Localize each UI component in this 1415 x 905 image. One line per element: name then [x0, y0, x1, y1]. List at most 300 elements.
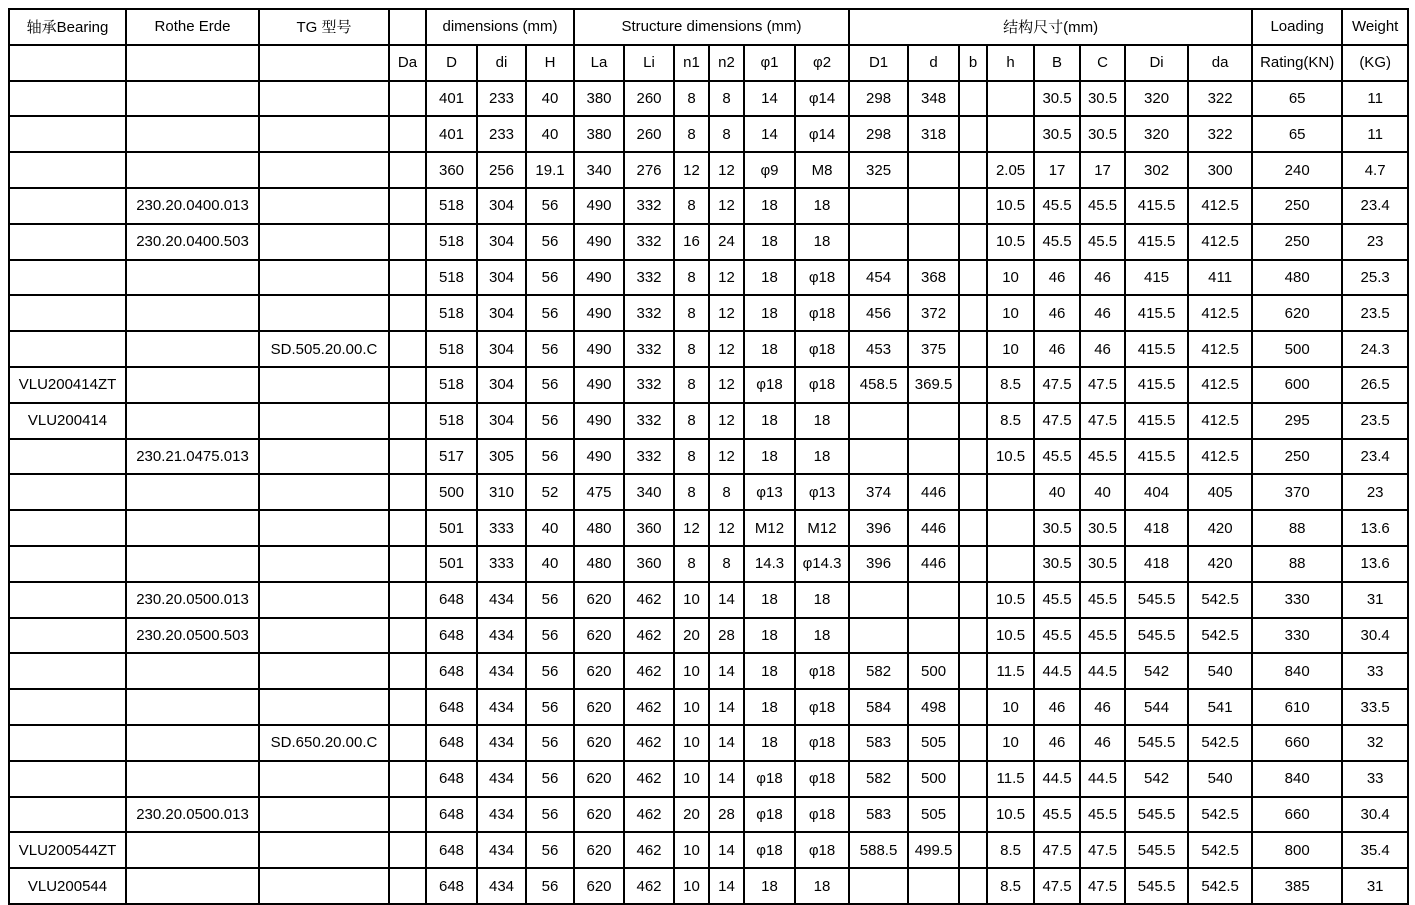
- table-row: [9, 439, 1408, 475]
- table-cell: 10: [987, 331, 1034, 367]
- table-cell: 412.5: [1188, 403, 1252, 439]
- table-cell: 610: [1252, 689, 1342, 725]
- table-cell: [389, 653, 426, 689]
- table-cell: 56: [526, 367, 574, 403]
- table-cell: 480: [574, 510, 624, 546]
- table-cell: 46: [1034, 260, 1080, 296]
- table-cell: [126, 474, 259, 510]
- table-cell: 88: [1252, 510, 1342, 546]
- table-cell: 434: [477, 653, 526, 689]
- table-cell: 544: [1125, 689, 1188, 725]
- table-cell: 490: [574, 188, 624, 224]
- table-cell: φ18: [744, 367, 795, 403]
- table-cell: [9, 761, 126, 797]
- table-cell: [9, 653, 126, 689]
- table-cell: 10: [987, 725, 1034, 761]
- table-cell: [959, 439, 987, 475]
- table-cell: 12: [709, 295, 744, 331]
- table-cell: [9, 188, 126, 224]
- table-cell: 545.5: [1125, 832, 1188, 868]
- table-cell: 518: [426, 295, 477, 331]
- table-cell: 8: [709, 116, 744, 152]
- table-cell: 462: [624, 761, 674, 797]
- table-cell: [908, 403, 959, 439]
- table-cell: [259, 152, 389, 188]
- table-cell: 620: [574, 832, 624, 868]
- header-column-cell: n2: [709, 45, 744, 81]
- table-cell: 30.5: [1034, 81, 1080, 117]
- table-cell: 230.20.0400.503: [126, 224, 259, 260]
- table-cell: VLU200544ZT: [9, 832, 126, 868]
- table-cell: 47.5: [1034, 832, 1080, 868]
- table-cell: 23.5: [1342, 403, 1408, 439]
- table-cell: [959, 116, 987, 152]
- table-cell: 333: [477, 546, 526, 582]
- table-cell: 8: [674, 546, 709, 582]
- table-cell: M8: [795, 152, 849, 188]
- table-cell: 454: [849, 260, 908, 296]
- table-cell: [389, 725, 426, 761]
- table-cell: 500: [908, 653, 959, 689]
- table-cell: [959, 474, 987, 510]
- header-column-cell: Rating(KN): [1252, 45, 1342, 81]
- header-column-cell: [9, 45, 126, 81]
- table-cell: 18: [744, 295, 795, 331]
- table-cell: 412.5: [1188, 367, 1252, 403]
- table-cell: 434: [477, 868, 526, 904]
- table-cell: 542.5: [1188, 618, 1252, 654]
- header-column-cell: C: [1080, 45, 1125, 81]
- table-cell: [959, 653, 987, 689]
- table-cell: 499.5: [908, 832, 959, 868]
- table-cell: [126, 653, 259, 689]
- table-cell: [9, 546, 126, 582]
- table-cell: 14: [744, 81, 795, 117]
- table-cell: 10.5: [987, 582, 1034, 618]
- table-cell: 18: [795, 188, 849, 224]
- table-cell: [959, 832, 987, 868]
- table-cell: [389, 797, 426, 833]
- table-cell: 12: [709, 367, 744, 403]
- table-cell: 446: [908, 546, 959, 582]
- table-cell: 332: [624, 188, 674, 224]
- table-cell: [259, 474, 389, 510]
- table-cell: 360: [624, 510, 674, 546]
- table-cell: φ18: [795, 331, 849, 367]
- table-cell: [9, 689, 126, 725]
- table-cell: 648: [426, 582, 477, 618]
- table-cell: 25.3: [1342, 260, 1408, 296]
- table-cell: [389, 295, 426, 331]
- table-cell: φ13: [744, 474, 795, 510]
- table-cell: 2.05: [987, 152, 1034, 188]
- table-cell: [126, 510, 259, 546]
- table-cell: [126, 116, 259, 152]
- table-cell: 401: [426, 116, 477, 152]
- table-cell: 45.5: [1034, 224, 1080, 260]
- table-cell: 56: [526, 582, 574, 618]
- table-cell: [849, 403, 908, 439]
- table-cell: 12: [674, 510, 709, 546]
- table-cell: 30.4: [1342, 618, 1408, 654]
- table-row: [9, 510, 1408, 546]
- table-cell: [908, 188, 959, 224]
- table-cell: 542: [1125, 761, 1188, 797]
- table-cell: [389, 439, 426, 475]
- table-cell: 302: [1125, 152, 1188, 188]
- table-cell: [389, 260, 426, 296]
- table-cell: [126, 81, 259, 117]
- table-cell: [9, 474, 126, 510]
- table-cell: 648: [426, 689, 477, 725]
- table-cell: 462: [624, 582, 674, 618]
- table-row: [9, 618, 1408, 654]
- table-cell: 583: [849, 725, 908, 761]
- table-cell: VLU200414ZT: [9, 367, 126, 403]
- table-cell: 620: [574, 618, 624, 654]
- table-cell: [9, 81, 126, 117]
- table-cell: 325: [849, 152, 908, 188]
- table-cell: [9, 510, 126, 546]
- table-cell: 490: [574, 403, 624, 439]
- table-cell: [959, 260, 987, 296]
- table-cell: 35.4: [1342, 832, 1408, 868]
- table-cell: 8: [709, 474, 744, 510]
- table-cell: 660: [1252, 725, 1342, 761]
- table-cell: 320: [1125, 116, 1188, 152]
- table-cell: 11.5: [987, 653, 1034, 689]
- table-cell: [259, 832, 389, 868]
- table-cell: 545.5: [1125, 582, 1188, 618]
- table-cell: [259, 116, 389, 152]
- table-cell: 10.5: [987, 439, 1034, 475]
- table-cell: 458.5: [849, 367, 908, 403]
- header-column-cell: [259, 45, 389, 81]
- table-cell: 46: [1080, 260, 1125, 296]
- table-cell: [389, 116, 426, 152]
- table-cell: 542.5: [1188, 868, 1252, 904]
- table-cell: 56: [526, 868, 574, 904]
- table-cell: 12: [674, 152, 709, 188]
- table-cell: 28: [709, 797, 744, 833]
- table-cell: [389, 689, 426, 725]
- table-cell: [959, 582, 987, 618]
- table-cell: 490: [574, 295, 624, 331]
- table-cell: 31: [1342, 868, 1408, 904]
- table-cell: 46: [1080, 689, 1125, 725]
- table-cell: 456: [849, 295, 908, 331]
- table-cell: 434: [477, 689, 526, 725]
- table-cell: 11: [1342, 81, 1408, 117]
- table-cell: φ14.3: [795, 546, 849, 582]
- table-cell: 588.5: [849, 832, 908, 868]
- table-cell: 45.5: [1080, 797, 1125, 833]
- table-cell: 10: [674, 868, 709, 904]
- table-cell: 18: [744, 689, 795, 725]
- table-cell: 12: [709, 403, 744, 439]
- table-cell: φ18: [795, 761, 849, 797]
- table-cell: 45.5: [1080, 224, 1125, 260]
- table-cell: 415.5: [1125, 295, 1188, 331]
- table-row: [9, 689, 1408, 725]
- table-cell: 10: [674, 761, 709, 797]
- table-cell: 47.5: [1080, 832, 1125, 868]
- table-cell: 542: [1125, 653, 1188, 689]
- table-row: [9, 295, 1408, 331]
- table-cell: 500: [426, 474, 477, 510]
- table-cell: 541: [1188, 689, 1252, 725]
- table-cell: 11: [1342, 116, 1408, 152]
- table-cell: 620: [1252, 295, 1342, 331]
- table-cell: 10: [674, 725, 709, 761]
- table-cell: 415.5: [1125, 403, 1188, 439]
- table-cell: 396: [849, 546, 908, 582]
- table-row: [9, 474, 1408, 510]
- table-cell: 453: [849, 331, 908, 367]
- table-cell: 412.5: [1188, 224, 1252, 260]
- table-cell: 518: [426, 260, 477, 296]
- table-cell: [908, 868, 959, 904]
- table-cell: 648: [426, 868, 477, 904]
- table-cell: [259, 618, 389, 654]
- table-cell: 12: [709, 510, 744, 546]
- table-cell: 18: [744, 439, 795, 475]
- header-column-cell: da: [1188, 45, 1252, 81]
- table-cell: 30.5: [1080, 510, 1125, 546]
- table-cell: 47.5: [1080, 367, 1125, 403]
- table-cell: [389, 510, 426, 546]
- table-cell: 8: [709, 81, 744, 117]
- table-cell: [908, 224, 959, 260]
- table-cell: 8: [674, 474, 709, 510]
- table-cell: 56: [526, 653, 574, 689]
- table-cell: 305: [477, 439, 526, 475]
- table-cell: 23: [1342, 474, 1408, 510]
- table-cell: 304: [477, 260, 526, 296]
- table-cell: 648: [426, 832, 477, 868]
- table-cell: 340: [624, 474, 674, 510]
- table-cell: [959, 689, 987, 725]
- table-cell: 412.5: [1188, 295, 1252, 331]
- table-cell: 17: [1080, 152, 1125, 188]
- table-cell: 322: [1188, 81, 1252, 117]
- table-cell: 30.5: [1034, 116, 1080, 152]
- table-cell: 56: [526, 403, 574, 439]
- table-cell: 405: [1188, 474, 1252, 510]
- table-cell: 380: [574, 116, 624, 152]
- table-cell: 240: [1252, 152, 1342, 188]
- table-cell: 14.3: [744, 546, 795, 582]
- table-cell: 18: [744, 331, 795, 367]
- table-cell: 480: [1252, 260, 1342, 296]
- table-cell: 480: [574, 546, 624, 582]
- table-cell: VLU200414: [9, 403, 126, 439]
- header-column-cell: D: [426, 45, 477, 81]
- table-cell: 65: [1252, 116, 1342, 152]
- table-cell: 434: [477, 582, 526, 618]
- table-cell: 396: [849, 510, 908, 546]
- table-cell: [959, 868, 987, 904]
- table-cell: 369.5: [908, 367, 959, 403]
- table-cell: [959, 761, 987, 797]
- table-cell: [259, 188, 389, 224]
- table-cell: 648: [426, 618, 477, 654]
- table-cell: 33: [1342, 653, 1408, 689]
- header-group-cell: TG 型号: [259, 9, 389, 45]
- table-cell: 620: [574, 868, 624, 904]
- table-cell: [959, 224, 987, 260]
- table-cell: 298: [849, 81, 908, 117]
- table-cell: 12: [709, 260, 744, 296]
- table-cell: 46: [1080, 725, 1125, 761]
- table-cell: 462: [624, 832, 674, 868]
- table-cell: [959, 618, 987, 654]
- table-cell: φ18: [795, 797, 849, 833]
- table-row: [9, 725, 1408, 761]
- table-cell: 648: [426, 725, 477, 761]
- table-cell: [849, 868, 908, 904]
- header-column-cell: di: [477, 45, 526, 81]
- header-column-cell: (KG): [1342, 45, 1408, 81]
- table-row: [9, 797, 1408, 833]
- table-row: [9, 116, 1408, 152]
- table-cell: 40: [526, 546, 574, 582]
- table-cell: [259, 295, 389, 331]
- table-cell: 584: [849, 689, 908, 725]
- table-cell: 233: [477, 81, 526, 117]
- table-row: [9, 367, 1408, 403]
- table-cell: [9, 295, 126, 331]
- table-cell: 28: [709, 618, 744, 654]
- table-cell: 18: [744, 188, 795, 224]
- table-cell: [259, 653, 389, 689]
- table-cell: [959, 81, 987, 117]
- table-cell: 8: [674, 439, 709, 475]
- table-cell: M12: [795, 510, 849, 546]
- table-cell: [959, 331, 987, 367]
- table-row: [9, 152, 1408, 188]
- table-cell: [126, 761, 259, 797]
- table-cell: 840: [1252, 761, 1342, 797]
- table-cell: 372: [908, 295, 959, 331]
- table-cell: [959, 546, 987, 582]
- table-cell: 415.5: [1125, 439, 1188, 475]
- table-cell: 56: [526, 295, 574, 331]
- table-cell: [389, 188, 426, 224]
- table-cell: 318: [908, 116, 959, 152]
- table-row: [9, 582, 1408, 618]
- table-cell: 505: [908, 797, 959, 833]
- table-cell: 18: [744, 224, 795, 260]
- table-cell: [959, 367, 987, 403]
- table-cell: 518: [426, 403, 477, 439]
- table-cell: 56: [526, 260, 574, 296]
- table-cell: 30.5: [1034, 546, 1080, 582]
- table-cell: [259, 868, 389, 904]
- table-cell: 12: [709, 331, 744, 367]
- table-cell: 88: [1252, 546, 1342, 582]
- table-cell: 304: [477, 224, 526, 260]
- table-cell: 332: [624, 331, 674, 367]
- table-cell: 10: [674, 582, 709, 618]
- header-column-cell: b: [959, 45, 987, 81]
- header-column-cell: n1: [674, 45, 709, 81]
- table-cell: [259, 367, 389, 403]
- table-cell: 300: [1188, 152, 1252, 188]
- table-cell: 385: [1252, 868, 1342, 904]
- table-cell: 11.5: [987, 761, 1034, 797]
- table-row: [9, 653, 1408, 689]
- table-cell: 46: [1034, 331, 1080, 367]
- table-cell: 348: [908, 81, 959, 117]
- table-cell: 250: [1252, 188, 1342, 224]
- table-cell: 10.5: [987, 797, 1034, 833]
- table-cell: 840: [1252, 653, 1342, 689]
- table-cell: [389, 331, 426, 367]
- table-cell: 330: [1252, 582, 1342, 618]
- table-cell: [126, 367, 259, 403]
- table-cell: 545.5: [1125, 797, 1188, 833]
- table-cell: 8: [674, 116, 709, 152]
- table-cell: 45.5: [1034, 188, 1080, 224]
- table-cell: 18: [744, 260, 795, 296]
- table-cell: 501: [426, 510, 477, 546]
- table-cell: 374: [849, 474, 908, 510]
- table-cell: 17: [1034, 152, 1080, 188]
- table-cell: [987, 474, 1034, 510]
- table-cell: 16: [674, 224, 709, 260]
- table-cell: 540: [1188, 761, 1252, 797]
- table-row: [9, 81, 1408, 117]
- table-cell: 418: [1125, 510, 1188, 546]
- table-cell: 18: [744, 725, 795, 761]
- table-cell: 620: [574, 582, 624, 618]
- table-cell: 276: [624, 152, 674, 188]
- header-row-groups: [9, 9, 1408, 45]
- table-cell: [849, 439, 908, 475]
- table-cell: 518: [426, 188, 477, 224]
- table-cell: 56: [526, 618, 574, 654]
- table-cell: 490: [574, 367, 624, 403]
- header-row-columns: [9, 45, 1408, 81]
- table-cell: 14: [709, 832, 744, 868]
- table-cell: [9, 439, 126, 475]
- table-cell: φ13: [795, 474, 849, 510]
- table-cell: [987, 81, 1034, 117]
- table-cell: 45.5: [1034, 582, 1080, 618]
- table-cell: 10: [987, 260, 1034, 296]
- table-cell: 330: [1252, 618, 1342, 654]
- table-row: [9, 832, 1408, 868]
- table-cell: 46: [1080, 295, 1125, 331]
- table-cell: 46: [1080, 331, 1125, 367]
- table-cell: [389, 618, 426, 654]
- table-cell: 18: [744, 868, 795, 904]
- table-cell: 18: [744, 618, 795, 654]
- table-cell: 230.21.0475.013: [126, 439, 259, 475]
- header-column-cell: d: [908, 45, 959, 81]
- table-cell: 18: [744, 653, 795, 689]
- table-cell: [259, 260, 389, 296]
- table-cell: 32: [1342, 725, 1408, 761]
- table-cell: [849, 618, 908, 654]
- table-cell: 446: [908, 510, 959, 546]
- table-cell: [959, 295, 987, 331]
- table-cell: 545.5: [1125, 725, 1188, 761]
- table-cell: 370: [1252, 474, 1342, 510]
- table-cell: 14: [709, 653, 744, 689]
- table-cell: 45.5: [1080, 439, 1125, 475]
